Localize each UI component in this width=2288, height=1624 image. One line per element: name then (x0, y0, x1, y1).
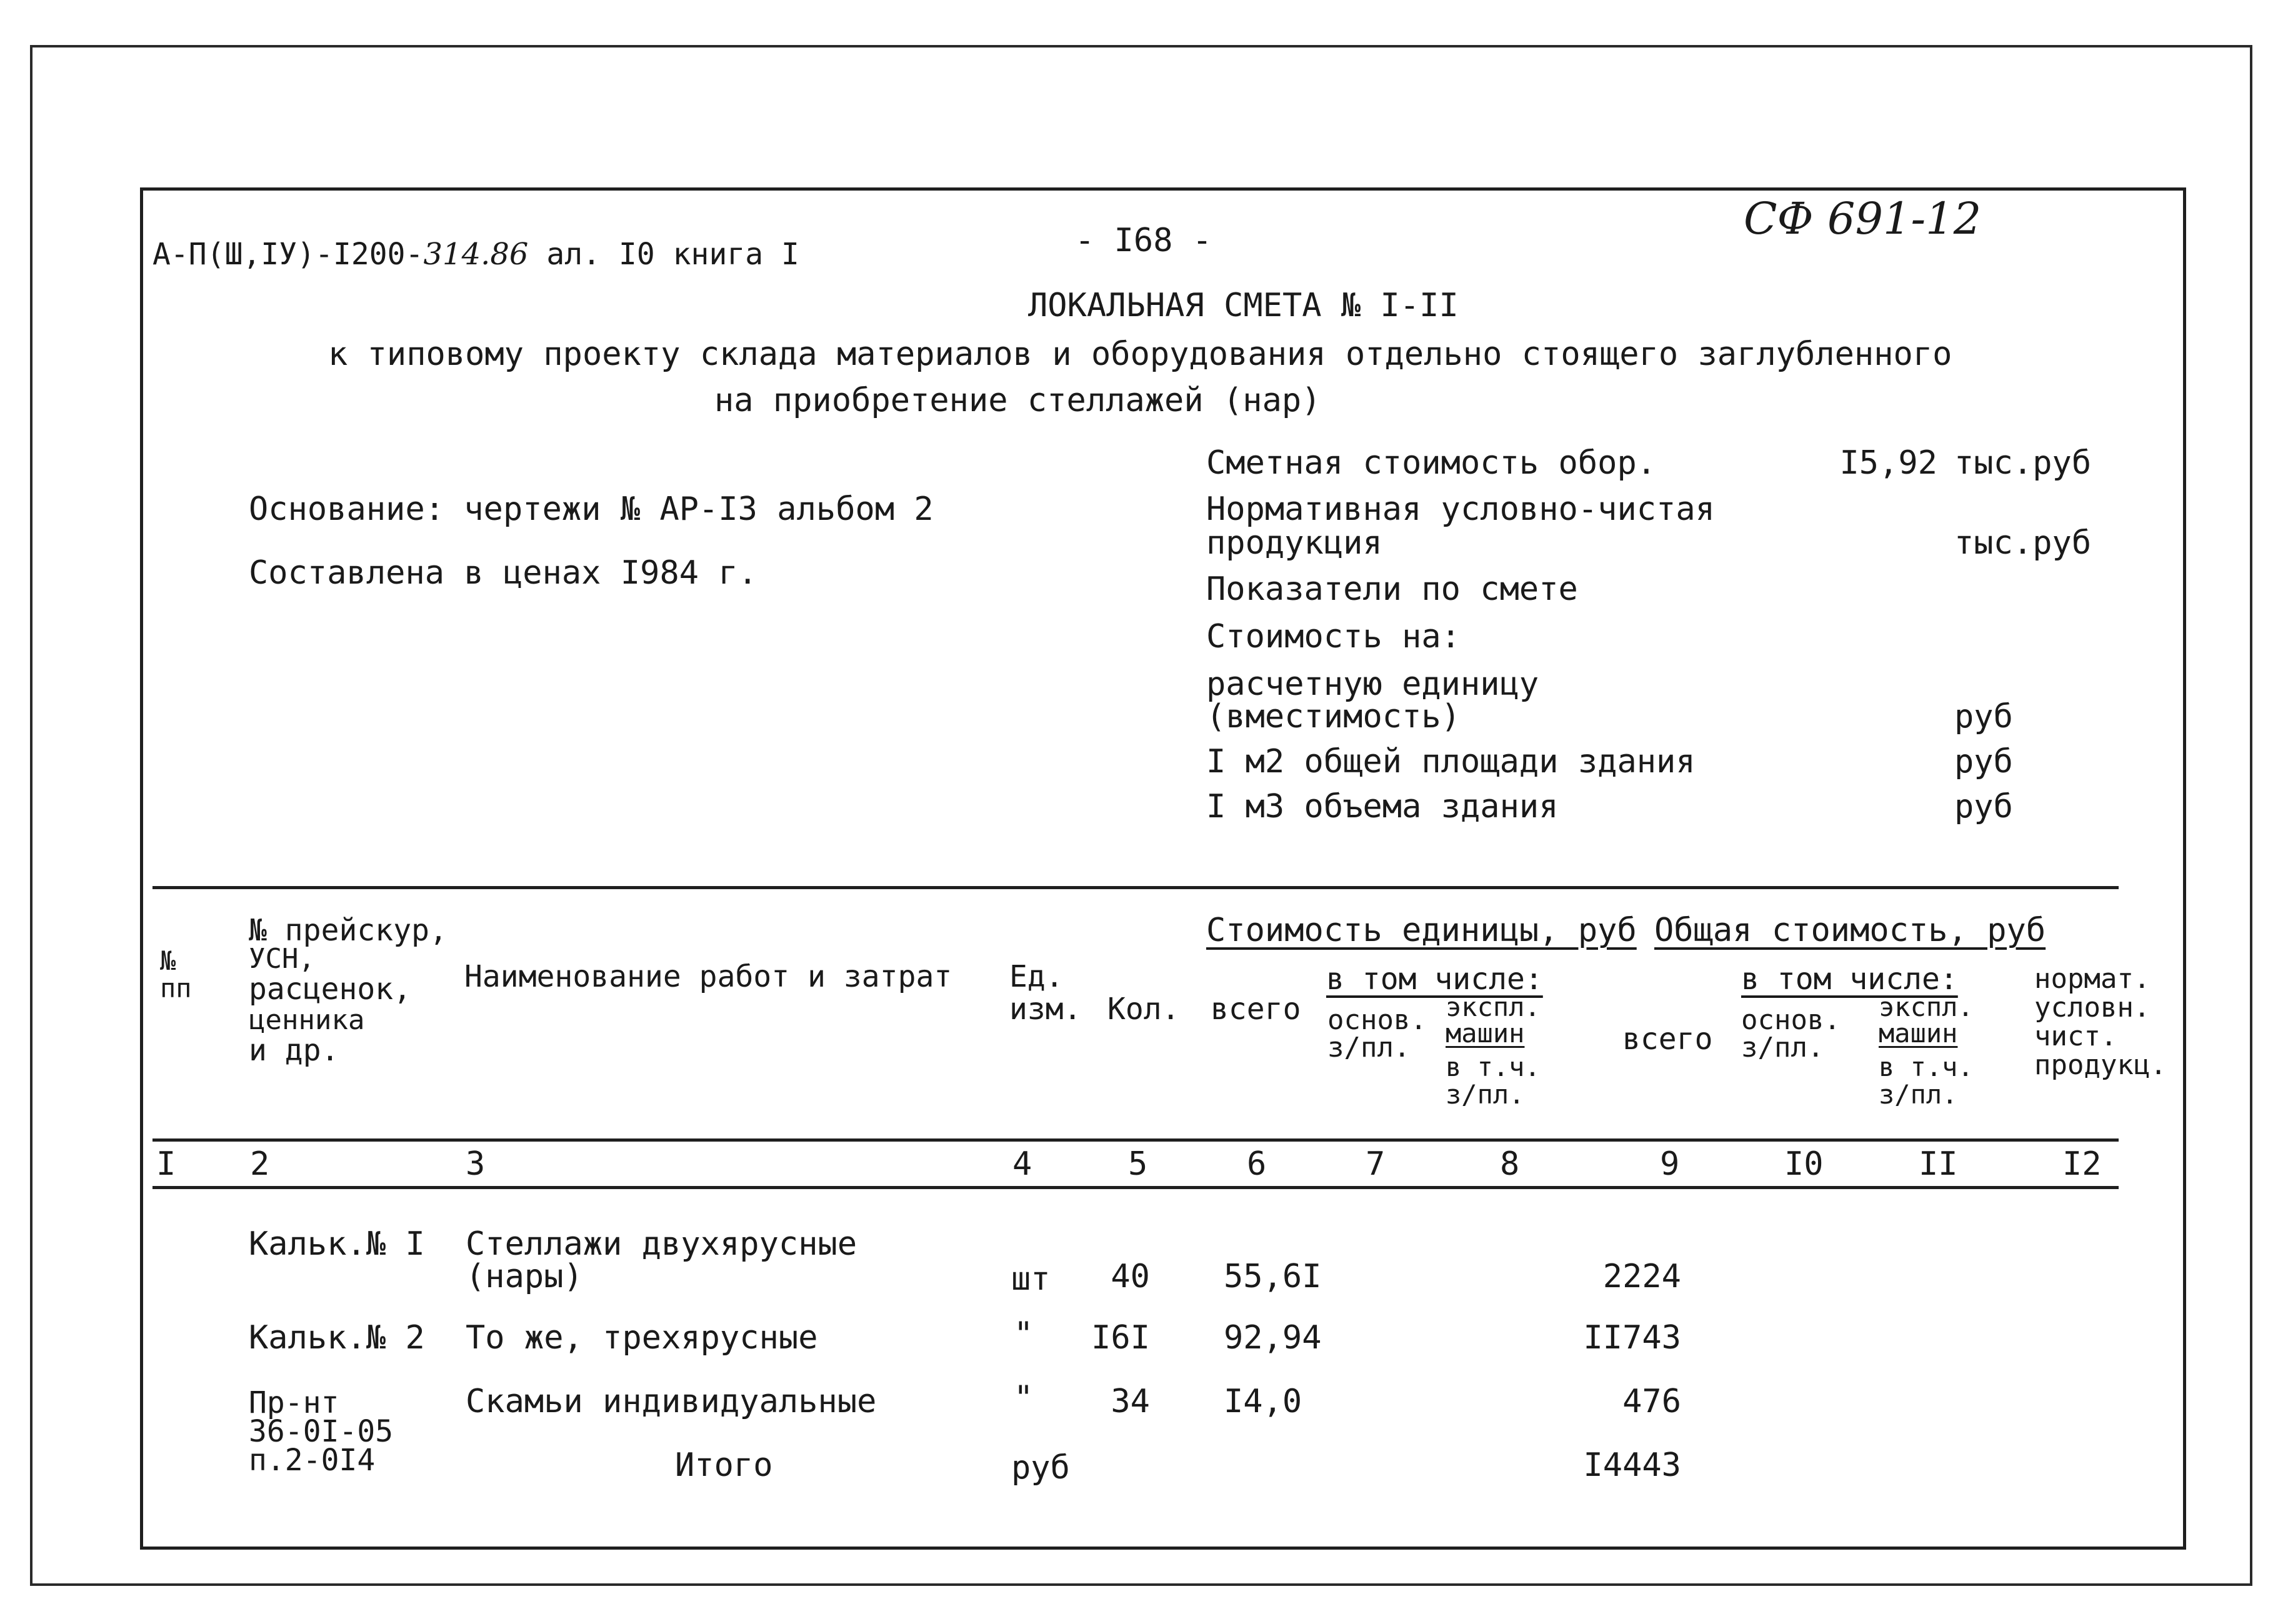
document-stamp: СФ 691-12 (1744, 193, 1982, 244)
page-number: - I68 - (1075, 222, 1212, 259)
summary-label-net: Нормативная условно-чистая (1206, 491, 1715, 528)
header-unit-cost: Стоимость единицы, руб (1206, 912, 1637, 949)
row1-ref: Кальк.№ I (249, 1225, 425, 1263)
estimate-title: ЛОКАЛЬНАЯ СМЕТА № I-II (1028, 287, 1459, 324)
header-col11-line1: экспл. (1879, 992, 1974, 1022)
row1-qty: 40 (1111, 1258, 1150, 1295)
row1-name: Стеллажи двухярусные (466, 1225, 857, 1263)
total-value: I4443 (1583, 1447, 1681, 1484)
summary-label-m3: I м3 объема здания (1206, 788, 1559, 825)
total-unit: руб (1011, 1449, 1070, 1487)
header-col12-line3: чист. (2034, 1020, 2117, 1052)
row3-name: Скамьи индивидуальные (466, 1383, 877, 1420)
header-col2-line2: УСН, (249, 943, 315, 975)
header-col12-line2: условн. (2034, 992, 2151, 1024)
summary-unit-m3: руб (1954, 788, 2013, 825)
basis-drawings: Основание: чертежи № АР-I3 альбом 2 (249, 491, 934, 528)
header-col11-line4: з/пл. (1879, 1079, 1958, 1110)
header-col7-line2: з/пл. (1327, 1032, 1411, 1064)
basis-prices: Составлена в ценах I984 г. (249, 554, 757, 592)
header-incl-unit: в том числе: (1326, 962, 1543, 997)
row2-price: 92,94 (1224, 1319, 1322, 1357)
summary-label-m2: I м2 общей площади здания (1206, 743, 1696, 780)
row3-unit: " (1014, 1379, 1034, 1417)
header-col8-line3: в т.ч. (1446, 1052, 1541, 1082)
colnum-4: 4 (1012, 1145, 1032, 1183)
row2-qty: I6I (1091, 1319, 1150, 1357)
header-col3: Наименование работ и затрат (464, 959, 952, 994)
header-col1-line1: № (160, 945, 176, 976)
summary-label-cost-per: Стоимость на: (1206, 618, 1461, 655)
colnum-bottom-rule (152, 1186, 2119, 1189)
header-col11-line2: машин (1879, 1018, 1958, 1049)
summary-label-indicators: Показатели по смете (1206, 570, 1578, 608)
row3-total: 476 (1622, 1383, 1681, 1420)
table-top-rule (152, 886, 2119, 889)
summary-label-cost: Сметная стоимость обор. (1206, 444, 1657, 482)
row2-unit: " (1014, 1315, 1034, 1353)
code-prefix: А-П(Ш,IУ)-I200- (152, 237, 424, 272)
colnum-12: I2 (2062, 1145, 2102, 1183)
row1-total: 2224 (1602, 1258, 1681, 1295)
header-col10-line2: з/пл. (1741, 1032, 1824, 1064)
summary-label-net-2: продукция (1206, 524, 1382, 562)
row1-unit: шт (1011, 1260, 1051, 1298)
row1-name2: (нары) (466, 1258, 583, 1295)
row3-ref2: 36-0I-05 (249, 1414, 394, 1449)
row2-name: То же, трехярусные (466, 1319, 818, 1357)
book-number: книга I (672, 237, 799, 272)
row3-ref3: п.2-0I4 (249, 1443, 376, 1478)
header-col4-line2: изм. (1009, 992, 1082, 1027)
summary-label-unit-2: (вместимость) (1206, 698, 1461, 735)
summary-value-cost: I5,92 (1839, 444, 1937, 482)
estimate-purpose: на приобретение стеллажей (нар) (714, 382, 1321, 419)
header-col2-line4: ценника (249, 1004, 365, 1036)
header-col8-line2: машин (1446, 1018, 1525, 1049)
summary-unit-capacity: руб (1954, 698, 2013, 735)
colnum-9: 9 (1660, 1145, 1680, 1183)
row2-total: II743 (1583, 1319, 1681, 1357)
colnum-6: 6 (1247, 1145, 1267, 1183)
colnum-7: 7 (1366, 1145, 1386, 1183)
header-bottom-rule (152, 1138, 2119, 1142)
header-col7-line1: основ. (1327, 1004, 1427, 1036)
row3-qty: 34 (1111, 1383, 1150, 1420)
header-total-cost: Общая стоимость, руб (1654, 912, 2046, 949)
header-col6: всего (1211, 992, 1301, 1027)
header-col8-line1: экспл. (1446, 992, 1541, 1022)
header-col5: Кол. (1107, 992, 1180, 1027)
estimate-subtitle: к типовому проекту склада материалов и оборудования отдельно стоящего заглубленного (328, 336, 1952, 373)
header-col12-line4: продукц. (2034, 1049, 2167, 1081)
colnum-2: 2 (250, 1145, 270, 1183)
colnum-11: II (1919, 1145, 1958, 1183)
document-code (152, 237, 799, 271)
total-label: Итого (675, 1447, 773, 1484)
album-number: ал. I0 (546, 237, 655, 272)
header-col2-line5: и др. (249, 1033, 339, 1068)
row1-price: 55,6I (1224, 1258, 1322, 1295)
header-col2-line3: расценок, (249, 972, 412, 1007)
header-col8-line4: з/пл. (1446, 1079, 1525, 1110)
summary-label-unit: расчетную единицу (1206, 665, 1539, 703)
colnum-10: I0 (1784, 1145, 1824, 1183)
header-col4-line1: Ед. (1009, 959, 1064, 994)
row3-price: I4,0 (1224, 1383, 1302, 1420)
colnum-1: I (156, 1145, 176, 1183)
header-col9: всего (1622, 1022, 1713, 1057)
header-col12-line1: нормат. (2034, 963, 2151, 995)
header-col10-line1: основ. (1741, 1004, 1841, 1036)
header-col11-line3: в т.ч. (1879, 1052, 1974, 1082)
summary-unit-net: тыс.руб (1954, 524, 2092, 562)
header-col2-line1: № прейскур, (249, 913, 447, 948)
row2-ref: Кальк.№ 2 (249, 1319, 425, 1357)
summary-unit-m2: руб (1954, 743, 2013, 780)
code-handwritten: 314.86 (423, 237, 529, 272)
row3-ref: Пр-нт (249, 1385, 339, 1420)
colnum-8: 8 (1500, 1145, 1520, 1183)
header-col1-line2: пп (160, 973, 192, 1004)
summary-unit-cost: тыс.руб (1954, 444, 2092, 482)
colnum-3: 3 (466, 1145, 486, 1183)
header-incl-total: в том числе: (1741, 962, 1958, 997)
colnum-5: 5 (1128, 1145, 1148, 1183)
